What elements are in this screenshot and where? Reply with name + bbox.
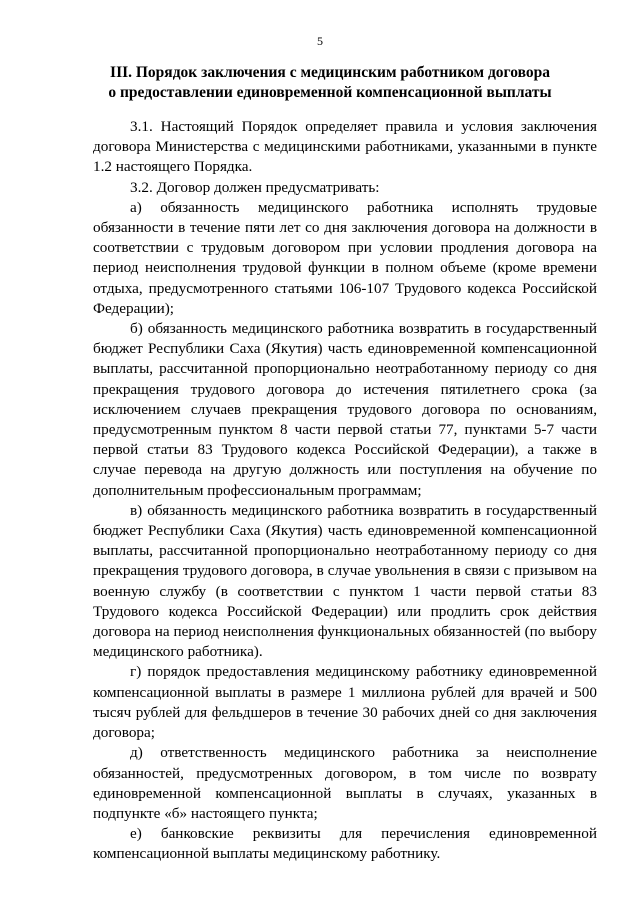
- subitem-v: в) обязанность медицинского работника возвратить в государственный бюджет Республики Саха (Якутия) часть единовременной компенсационной выплаты, рассчитанной пропорционально неотработанному периоду со дня прекращения трудового договора, в случае увольнения в связи с призывом на военную службу (в соответствии с пунктом 1 части первой статьи 83 Трудового кодекса Российской Федерации) или продлить срок действия договора на период неисполнения функциональных обязанностей (по выбору медицинского работника).: [93, 501, 597, 661]
- subitem-e: е) банковские реквизиты для перечисления единовременной компенсационной выплаты медицинскому работнику.: [93, 825, 597, 863]
- subitem-b: б) обязанность медицинского работника возвратить в государственный бюджет Республики Саха (Якутия) часть единовременной компенсационной выплаты, рассчитанной пропорционально неотработанному периоду со дня прекращения трудового договора до истечения пятилетнего срока (за исключением случаев прекращения трудового договора по основаниям, предусмотренным пунктом 8 части первой статьи 77, пунктами 5-7 части первой статьи 83 Трудового кодекса Российской Федерации), а также в случае перевода на другую должность или поступления на обучение по дополнительным профессиональным программам;: [93, 320, 597, 499]
- document-body: [93, 117, 597, 865]
- page-number: 5: [317, 34, 323, 48]
- subitem-a: а) обязанность медицинского работника исполнять трудовые обязанности в течение пяти лет со дня заключения договора на должности в соответствии с трудовым договором при условии продления договора на период неисполнения трудовой функции в полном объеме (кроме времени отдыха, предусмотренного статьями 106-107 Трудового кодекса Российской Федерации);: [93, 198, 597, 317]
- subitem-d: д) ответственность медицинского работника за неисполнение обязанностей, предусмотренных договором, в том числе по возврату единовременной компенсационной выплаты в случаях, указанных в подпункте «б» настоящего пункта;: [93, 744, 597, 822]
- section-title-line-1: III. Порядок заключения с медицинским работником договора: [110, 64, 550, 81]
- subitem-g: г) порядок предоставления медицинскому работнику единовременной компенсационной выплаты в размере 1 миллиона рублей для врачей и 500 тысяч рублей для фельдшеров в течение 30 рабочих дней со дня заключения договора;: [93, 663, 597, 742]
- paragraph-3-2: 3.2. Договор должен предусматривать:: [130, 178, 380, 196]
- section-title-line-2: о предоставлении единовременной компенсационной выплаты: [108, 84, 552, 101]
- paragraph-3-1: 3.1. Настоящий Порядок определяет правила и условия заключения договора Министерства с медицинскими работниками, указанными в пункте 1.2 настоящего Порядка.: [93, 118, 597, 176]
- section-title: [60, 63, 600, 103]
